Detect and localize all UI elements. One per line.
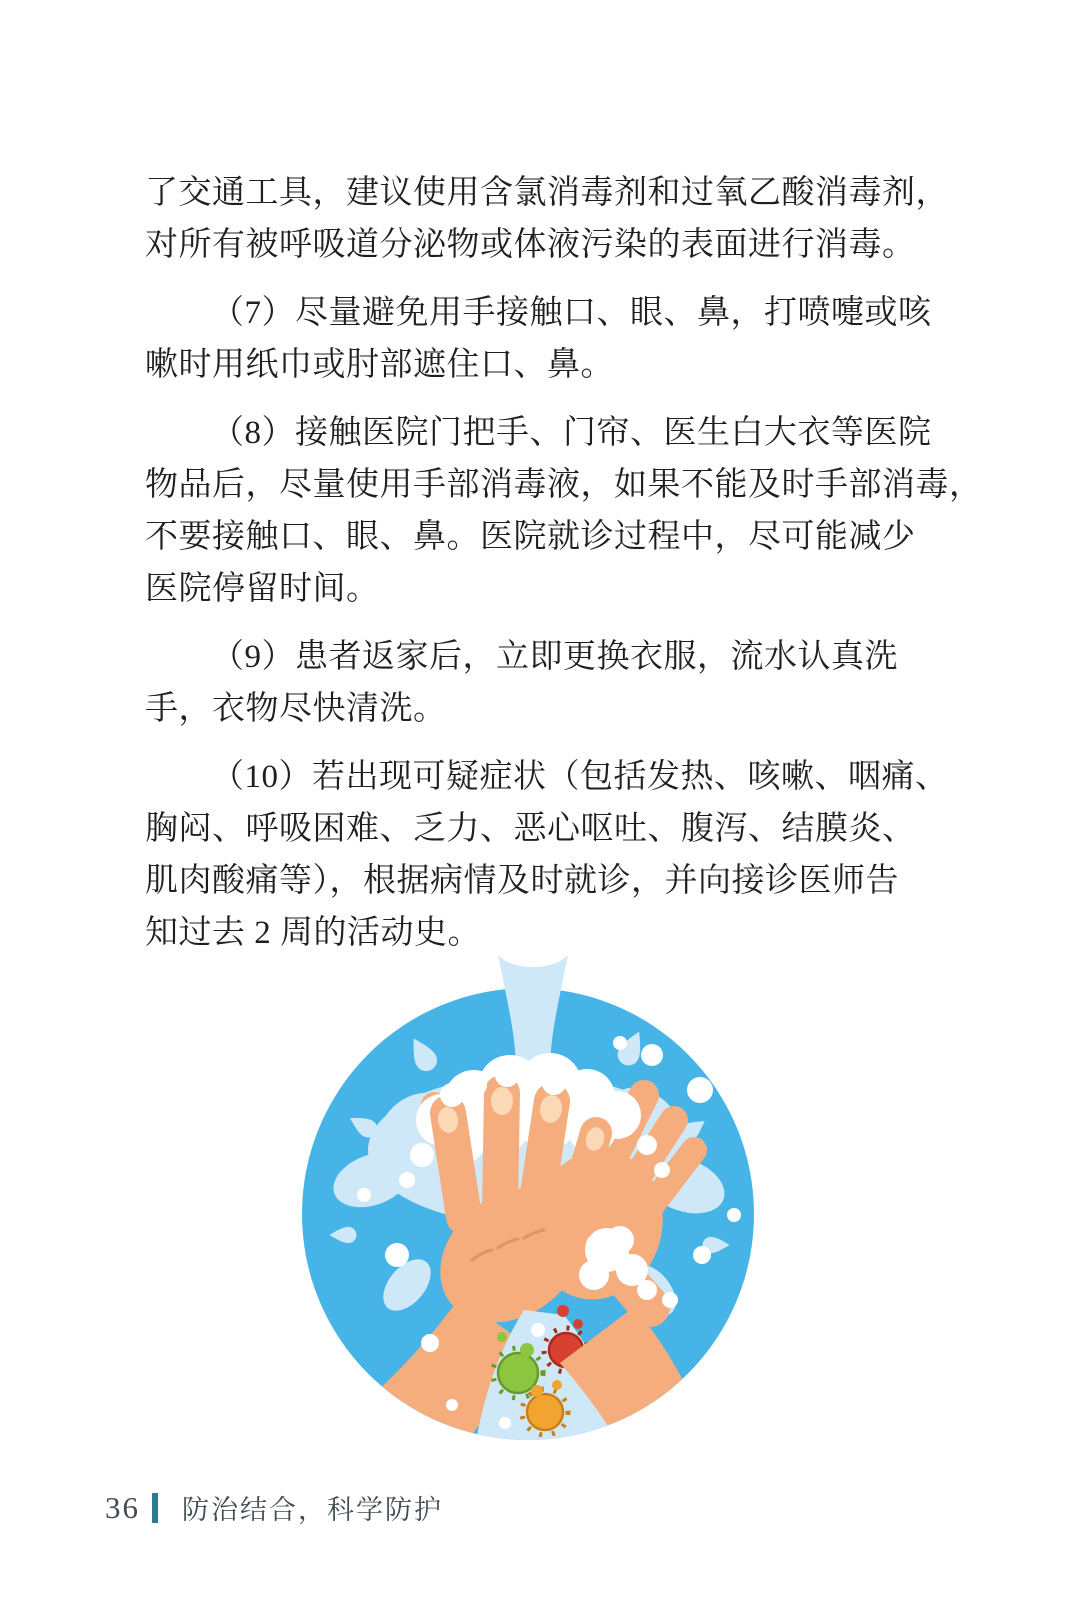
paragraph xyxy=(145,631,955,735)
page-number: 36 xyxy=(105,1489,140,1525)
text-line: 了交通工具，建议使用含氯消毒剂和过氧乙酸消毒剂， xyxy=(145,175,949,211)
paragraph xyxy=(145,407,983,615)
page-body xyxy=(145,167,983,959)
text-line: 肌肉酸痛等），根据病情及时就诊，并向接诊医师告 xyxy=(145,863,899,899)
paragraph xyxy=(145,287,955,391)
text-line: 物品后，尽量使用手部消毒液，如果不能及时手部消毒， xyxy=(145,467,983,503)
text-line: 嗽时用纸巾或肘部遮住口、鼻。 xyxy=(145,347,614,383)
text-line: 医院停留时间。 xyxy=(145,571,380,607)
text-line: 对所有被呼吸道分泌物或体液污染的表面进行消毒。 xyxy=(145,227,916,263)
text-line: （8）接触医院门把手、门帘、医生白大衣等医院 xyxy=(211,415,932,451)
text-line: （10）若出现可疑症状（包括发热、咳嗽、咽痛、 xyxy=(211,759,949,795)
text-line: 不要接触口、眼、鼻。医院就诊过程中，尽可能减少 xyxy=(145,519,916,555)
footer-divider-bar xyxy=(152,1493,158,1523)
paragraph xyxy=(145,167,955,271)
text-line: （7）尽量避免用手接触口、眼、鼻，打喷嚏或咳 xyxy=(211,295,932,331)
text-line: （9）患者返家后，立即更换衣服，流水认真洗 xyxy=(211,639,898,675)
footer-caption: 防治结合，科学防护 xyxy=(182,1495,443,1525)
text-line: 知过去 2 周的活动史。 xyxy=(145,915,481,951)
page-footer xyxy=(105,1488,443,1527)
handwashing-illustration xyxy=(302,955,754,1455)
text-line: 胸闷、呼吸困难、乏力、恶心呕吐、腹泻、结膜炎、 xyxy=(145,811,916,847)
paragraph xyxy=(145,751,955,959)
text-line: 手，衣物尽快清洗。 xyxy=(145,691,447,727)
